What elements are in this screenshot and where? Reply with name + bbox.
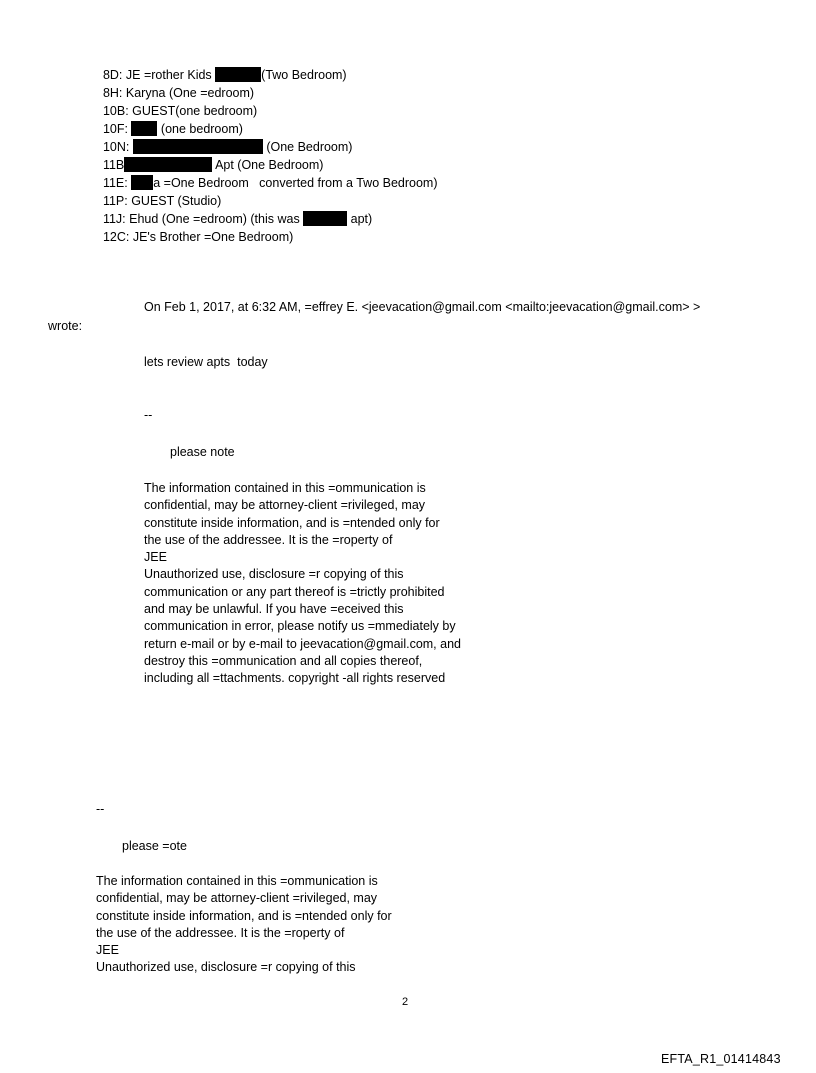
disclaimer-line: communication or any part thereof is =trictly prohibited bbox=[144, 584, 445, 599]
bates-number: EFTA_R1_01414843 bbox=[661, 1052, 781, 1066]
apt-text: (Two Bedroom) bbox=[261, 68, 347, 82]
disclaimer-line: including all =ttachments. copyright -all rights reserved bbox=[144, 671, 446, 686]
disclaimer-line: the use of the addressee. It is the =roperty of bbox=[144, 532, 393, 547]
disclaimer-line: The information contained in this =ommunication is bbox=[144, 481, 426, 495]
disclaimer-line: destroy this =ommunication and all copies thereof, bbox=[144, 653, 423, 668]
disclaimer-line: JEE bbox=[96, 943, 119, 958]
quoted-signature-dash: -- bbox=[144, 408, 153, 422]
apt-text: 12C: JE's Brother =One Bedroom) bbox=[102, 230, 294, 244]
outer-disclaimer bbox=[96, 873, 392, 977]
apt-text: 10N: bbox=[102, 140, 133, 154]
apt-text: apt) bbox=[347, 212, 373, 226]
apt-text: 10F: bbox=[102, 122, 132, 136]
outer-signature-dash: -- bbox=[96, 802, 105, 816]
apt-text: (one bedroom) bbox=[157, 122, 243, 136]
disclaimer-line: JEE bbox=[144, 550, 167, 565]
quoted-body: lets review apts today bbox=[144, 355, 268, 369]
apt-text: 8H: Karyna (One =edroom) bbox=[102, 86, 255, 100]
apt-text: 11P: GUEST (Studio) bbox=[102, 194, 222, 208]
redaction-box bbox=[303, 211, 347, 226]
disclaimer-line: the use of the addressee. It is the =roperty of bbox=[96, 925, 345, 940]
page-number: 2 bbox=[402, 996, 409, 1008]
apt-line-12c bbox=[96, 210, 293, 246]
apt-text: 11E: bbox=[102, 176, 132, 190]
apt-text: 10B: GUEST(one bedroom) bbox=[102, 104, 258, 118]
quoted-please-note: please note bbox=[170, 445, 235, 459]
quoted-wrote: wrote: bbox=[48, 319, 83, 333]
disclaimer-line: constitute inside information, and is =ntended only for bbox=[144, 515, 440, 530]
disclaimer-line: communication in error, please notify us =mmediately by bbox=[144, 619, 456, 634]
disclaimer-line: and may be unlawful. If you have =eceived this bbox=[144, 602, 404, 617]
apt-text: 11B bbox=[102, 158, 125, 172]
disclaimer-line: confidential, may be attorney-client =rivileged, may bbox=[144, 498, 426, 513]
quoted-disclaimer bbox=[144, 480, 461, 688]
outer-please-note: please =ote bbox=[122, 839, 187, 853]
apt-text: 8D: JE =rother Kids bbox=[102, 68, 216, 82]
apt-text: Apt (One Bedroom) bbox=[212, 158, 324, 172]
disclaimer-line: The information contained in this =ommunication is bbox=[96, 874, 378, 888]
quoted-header: On Feb 1, 2017, at 6:32 AM, =effrey E. <jeevacation@gmail.com <mailto:jeevacation@gmail.com> > bbox=[144, 300, 701, 314]
apt-text: 11J: Ehud (One =edroom) (this was bbox=[102, 212, 304, 226]
disclaimer-line: return e-mail or by e-mail to jeevacation@gmail.com, and bbox=[144, 636, 461, 651]
disclaimer-line: confidential, may be attorney-client =rivileged, may bbox=[96, 891, 378, 906]
apt-text: a =One Bedroom converted from a Two Bedroom) bbox=[153, 176, 438, 190]
disclaimer-line: Unauthorized use, disclosure =r copying of this bbox=[144, 567, 404, 582]
disclaimer-line: Unauthorized use, disclosure =r copying of this bbox=[96, 960, 356, 975]
disclaimer-line: constitute inside information, and is =ntended only for bbox=[96, 908, 392, 923]
apt-text: (One Bedroom) bbox=[262, 140, 353, 154]
